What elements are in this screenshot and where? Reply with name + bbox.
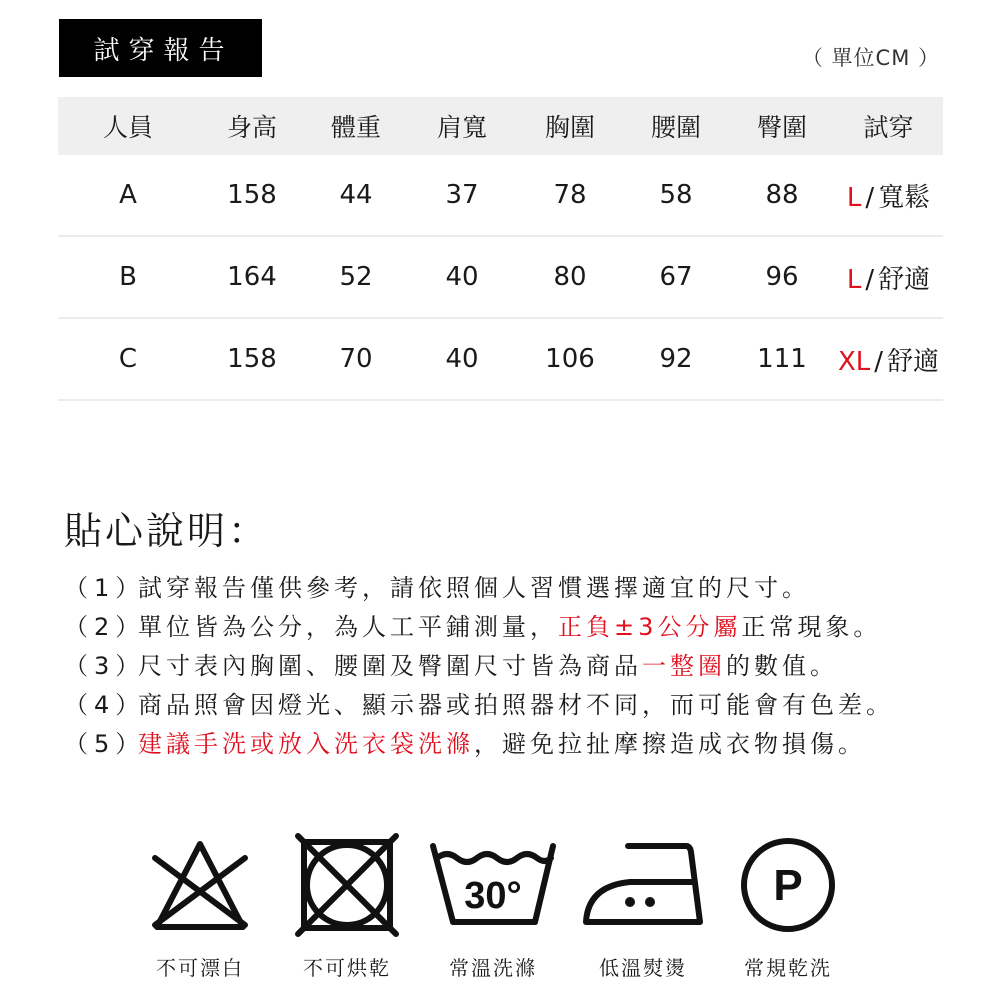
note-item xyxy=(64,644,894,683)
cell-hip: 96 xyxy=(765,262,799,292)
cell-waist: 92 xyxy=(659,344,693,374)
cell-person: C xyxy=(118,344,138,374)
notes-title: 貼心說明： xyxy=(64,509,270,553)
fit-feel: 舒適 xyxy=(878,264,931,295)
care-label: 不可漂白 xyxy=(156,956,244,980)
cell-waist: 58 xyxy=(659,180,693,210)
dry-clean-p-icon xyxy=(733,830,843,940)
col-waist: 腰圍 xyxy=(650,113,701,142)
cell-height: 158 xyxy=(227,344,277,374)
note-text: ，避免拉扯摩擦造成衣物損傷。 xyxy=(474,730,866,758)
note-number: （5） xyxy=(64,730,146,758)
notes-list xyxy=(64,566,894,761)
cell-height: 164 xyxy=(227,262,277,292)
note-number: （4） xyxy=(64,691,146,719)
care-item-no-bleach xyxy=(130,830,270,980)
table-row xyxy=(58,155,943,237)
care-item-dry-clean xyxy=(718,830,858,980)
cell-waist: 67 xyxy=(659,262,693,292)
table-row xyxy=(58,319,943,401)
wash-30-icon xyxy=(423,830,563,940)
cell-fit xyxy=(834,259,943,296)
care-item-no-tumble-dry xyxy=(277,830,417,980)
cell-fit xyxy=(834,177,943,214)
note-text: 的數值。 xyxy=(726,652,838,680)
col-height: 身高 xyxy=(226,113,277,142)
fit-separator: / xyxy=(874,346,884,377)
table-row xyxy=(58,237,943,319)
fit-size: XL xyxy=(837,346,871,377)
fitting-report-table xyxy=(58,97,943,401)
unit-label: （ 單位CM ） xyxy=(801,46,940,70)
cell-height: 158 xyxy=(227,180,277,210)
cell-chest: 80 xyxy=(553,262,587,292)
care-item-wash-30 xyxy=(423,830,563,980)
cell-hip: 88 xyxy=(765,180,799,210)
fit-size: L xyxy=(846,182,862,213)
note-number: （1） xyxy=(64,574,146,602)
note-number: （3） xyxy=(64,652,146,680)
fit-size: L xyxy=(846,264,862,295)
care-label: 不可烘乾 xyxy=(303,956,391,980)
care-item-iron-low xyxy=(573,830,713,980)
col-chest: 胸圍 xyxy=(544,113,595,142)
note-text: 尺寸表內胸圍、腰圍及臀圍尺寸皆為商品 xyxy=(138,652,642,680)
fit-feel: 舒適 xyxy=(887,346,940,377)
iron-low-icon xyxy=(578,830,708,940)
note-number: （2） xyxy=(64,613,146,641)
svg-text:30°: 30° xyxy=(464,875,522,917)
col-person: 人員 xyxy=(102,113,153,142)
no-bleach-icon xyxy=(145,830,255,940)
care-label: 低溫熨燙 xyxy=(599,956,687,980)
note-item xyxy=(64,605,894,644)
note-item xyxy=(64,722,894,761)
note-text: 試穿報告僅供參考，請依照個人習慣選擇適宜的尺寸。 xyxy=(138,574,810,602)
care-label: 常溫洗滌 xyxy=(449,956,537,980)
care-instructions xyxy=(130,830,850,990)
col-fit: 試穿 xyxy=(863,113,914,142)
col-weight: 體重 xyxy=(330,113,381,142)
cell-person: B xyxy=(119,262,137,292)
cell-shoulder: 37 xyxy=(445,180,479,210)
fit-separator: / xyxy=(865,182,875,213)
cell-fit xyxy=(834,341,943,378)
fit-feel: 寬鬆 xyxy=(878,182,931,213)
cell-chest: 78 xyxy=(553,180,587,210)
no-tumble-dry-icon xyxy=(292,830,402,940)
note-highlight: 建議手洗或放入洗衣袋洗滌 xyxy=(138,730,474,758)
note-text: 單位皆為公分，為人工平鋪測量， xyxy=(138,613,558,641)
note-text: 正常現象。 xyxy=(741,613,882,641)
note-item xyxy=(64,566,894,605)
table-header xyxy=(58,97,943,155)
fit-separator: / xyxy=(865,264,875,295)
cell-weight: 52 xyxy=(339,262,373,292)
cell-chest: 106 xyxy=(545,344,595,374)
cell-shoulder: 40 xyxy=(445,344,479,374)
note-highlight: 一整圈 xyxy=(642,652,726,680)
cell-weight: 70 xyxy=(339,344,373,374)
cell-person: A xyxy=(119,180,137,210)
cell-weight: 44 xyxy=(339,180,373,210)
note-item xyxy=(64,683,894,722)
note-highlight: 正負±3公分屬 xyxy=(558,613,742,641)
report-title: 試穿報告 xyxy=(59,19,262,77)
col-hip: 臀圍 xyxy=(756,113,807,142)
cell-shoulder: 40 xyxy=(445,262,479,292)
svg-text:P: P xyxy=(773,861,803,910)
note-text: 商品照會因燈光、顯示器或拍照器材不同，而可能會有色差。 xyxy=(138,691,894,719)
cell-hip: 111 xyxy=(757,344,807,374)
col-shoulder: 肩寬 xyxy=(436,113,487,142)
care-label: 常規乾洗 xyxy=(744,956,832,980)
